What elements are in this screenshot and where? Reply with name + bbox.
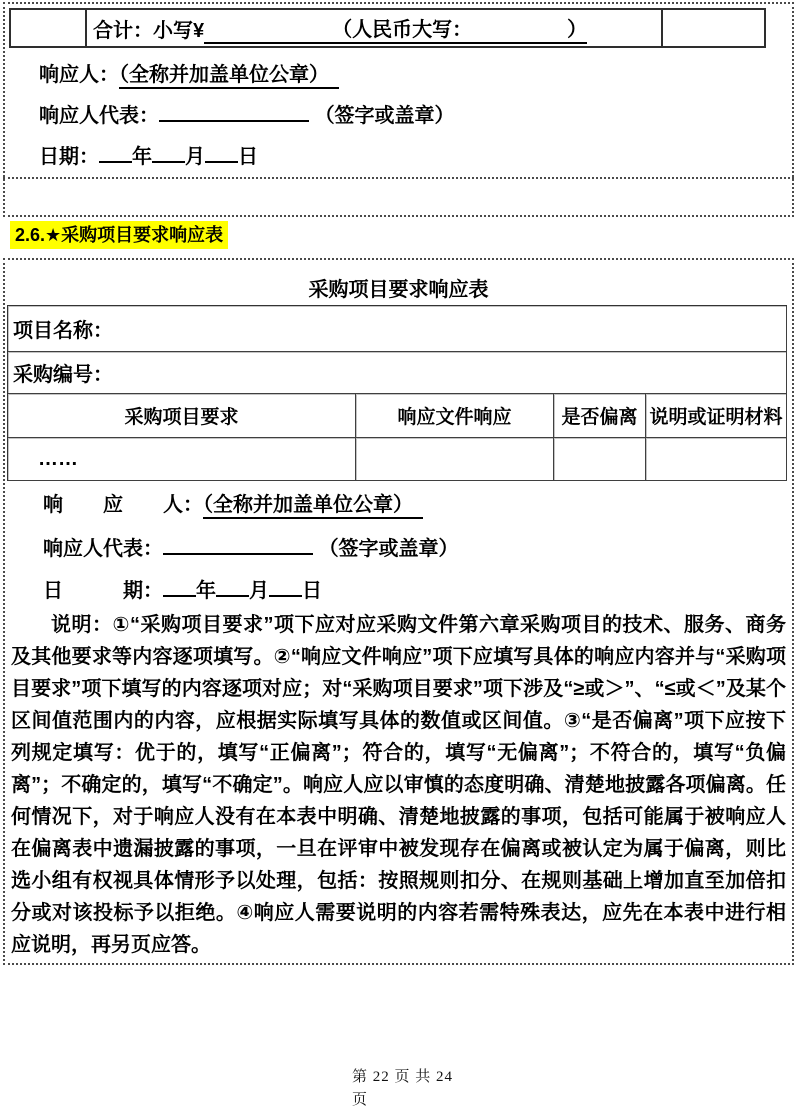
table-row-project-name [8, 306, 787, 352]
year-blank [163, 575, 196, 597]
year-blank [99, 141, 132, 163]
responder-label: 响 应 人： [43, 494, 203, 516]
offer-total-signature-section [3, 2, 794, 217]
total-amount-cell [87, 10, 663, 46]
year-label: 年 [132, 146, 152, 168]
header-response: 响应文件响应 [356, 394, 554, 438]
responder-seal-note: （全称并加盖单位公章） [203, 494, 423, 519]
page-number-footer: 第 22 页 共 24 页 [352, 1069, 454, 1108]
procurement-no-cell: 采购编号： [8, 352, 787, 394]
requirement-response-section [3, 258, 794, 965]
day-blank [205, 141, 238, 163]
responder-seal-note: （全称并加盖单位公章） [119, 64, 339, 89]
date-line [39, 140, 258, 169]
evidence-cell [646, 438, 787, 481]
month-label: 月 [185, 146, 205, 168]
table-data-row [8, 438, 787, 481]
month-blank [152, 141, 185, 163]
frame-divider [3, 177, 794, 179]
representative-blank [159, 100, 309, 122]
day-label: 日 [238, 146, 258, 168]
requirement-cell: …… [8, 438, 356, 481]
explanation-paragraph: 说明：①“采购项目要求”项下应对应采购文件第六章采购项目的技术、服务、商务及其他要求等内容逐项填写。②“响应文件响应”项下应填写具体的响应内容并与“采购项目要求”项下填写的内容逐项对应；对“采购项目要求”项下涉及“≥或＞”、“≤或＜”及某个区间值范围内的内容，应根据实际填写具体的数值或区间值。③“是否偏离”项下应按下列规定填写：优于的，填写“正偏离”；符合的，填写“无偏离”；不符合的，填写“负偏离”；不确定的，填写“不确定”。响应人应以审慎的态度明确、清楚地披露各项偏离。任何情况下，对于响应人没有在本表中明确、清楚地披露的事项，包括可能属于被响应人在偏离表中遗漏披露的事项，一旦在评审中被发现存在偏离或被认定为属于偏离，则比选小组有权视具体情形予以处理，包括：按照规则扣分、在规则基础上增加直至加倍扣分或对该投标予以拒绝。④响应人需要说明的内容若需特殊表达，应先在本表中进行相应说明，再另页应答。 [11, 614, 786, 956]
total-amount-table [9, 8, 766, 48]
responder-line [39, 58, 339, 87]
month-blank [216, 575, 249, 597]
total-table-empty-right-cell [663, 10, 764, 46]
day-label: 日 [302, 580, 322, 602]
header-evidence: 说明或证明材料 [646, 394, 787, 438]
cny-capital-label: （人民币大写： [332, 18, 473, 41]
month-label: 月 [249, 580, 269, 602]
date-line [43, 574, 322, 603]
section-heading-2-6: 2.6.★采购项目要求响应表 [10, 221, 228, 249]
project-name-cell: 项目名称： [8, 306, 787, 352]
representative-blank [163, 533, 313, 555]
responder-line [43, 488, 423, 517]
response-cell [356, 438, 554, 481]
day-blank [269, 575, 302, 597]
response-table-title: 采购项目要求响应表 [308, 279, 489, 301]
date-label: 日 期： [43, 580, 163, 602]
requirement-response-table [7, 305, 787, 481]
representative-label: 响应人代表： [39, 105, 159, 127]
representative-line [39, 99, 455, 128]
date-label: 日期： [39, 146, 99, 168]
table-row-procurement-no [8, 352, 787, 394]
total-table-empty-left-cell [11, 10, 87, 46]
representative-label: 响应人代表： [43, 538, 163, 560]
representative-sign-note: （签字或盖章） [314, 105, 455, 127]
header-deviation: 是否偏离 [554, 394, 646, 438]
year-label: 年 [196, 580, 216, 602]
table-header-row [8, 394, 787, 438]
total-label: 合计：小写¥ [93, 19, 205, 42]
representative-sign-note: （签字或盖章） [318, 538, 459, 560]
representative-line [43, 532, 459, 561]
header-requirement: 采购项目要求 [8, 394, 356, 438]
responder-label: 响应人： [39, 64, 119, 86]
deviation-cell [554, 438, 646, 481]
close-paren: ） [567, 18, 588, 41]
